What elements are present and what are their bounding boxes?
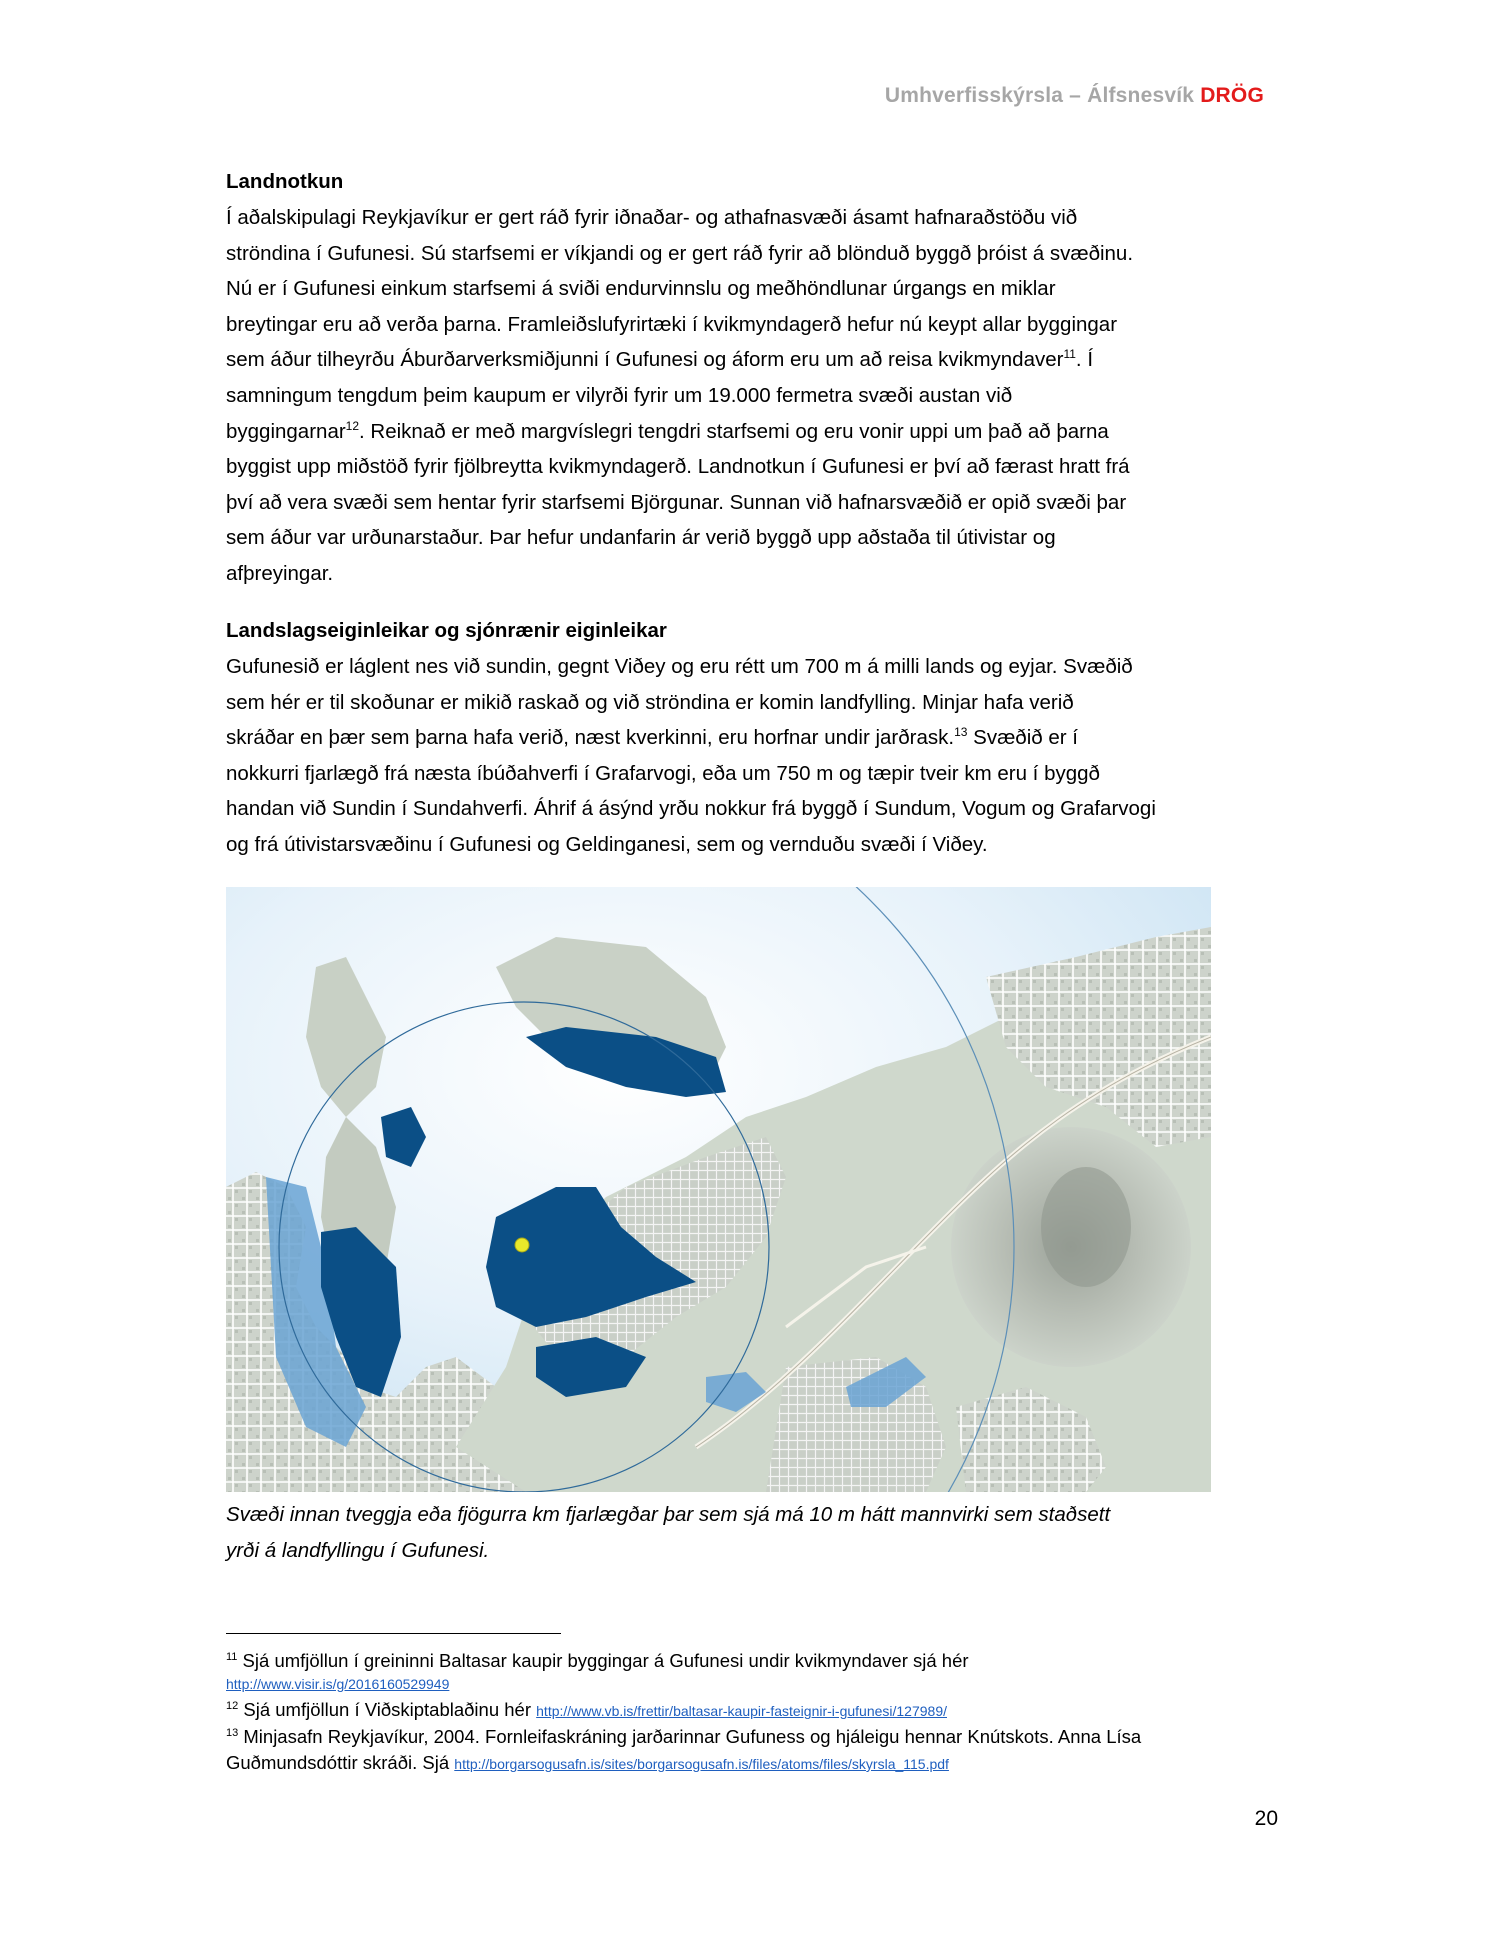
footnotes [226, 1648, 1286, 1777]
footnote-11-link-line [226, 1670, 1286, 1697]
hill-shade-inner [1041, 1167, 1131, 1287]
footnote-text: Guðmundsdóttir skráði. Sjá [226, 1752, 455, 1773]
footnote-13 [226, 1724, 1286, 1750]
text-line: sem áður tilheyrðu Áburðarverksmiðjunni í Gufunesi og áform eru um að reisa kvikmyndaver$^{11}$. Í [226, 347, 1094, 372]
text-line: breytingar eru að verða þarna. Framleiðslufyrirtæki í kvikmyndagerð hefur nú keypt allar byggingar [226, 312, 1118, 336]
text-line: sem hér er til skoðunar er mikið raskað og við ströndina er komin landfylling. Minjar hafa verið [226, 690, 1074, 714]
page-header [885, 84, 1264, 108]
text-line: sem áður var urðunarstaður. Þar hefur undanfarin ár verið byggð upp aðstaða til útivistar og [226, 526, 1056, 550]
text-line: handan við Sundin í Sundahverfi. Áhrif á ásýnd yrðu nokkur frá byggð í Sundum, Vogum og Grafarvogi [226, 797, 1156, 821]
section-landslag [226, 613, 1276, 863]
text-line: Nú er í Gufunesi einkum starfsemi á sviði endurvinnslu og meðhöndlunar úrgangs en miklar [226, 277, 1056, 301]
text-line: og frá útivistarsvæðinu í Gufunesi og Geldinganesi, sem og vernduðu svæði í Viðey. [226, 832, 988, 856]
footnote-number: 11 [226, 1650, 238, 1663]
footnote-number: 13 [226, 1726, 239, 1739]
text-line: samningum tengdum þeim kaupum er vilyrði fyrir um 19.000 fermetra svæði austan við [226, 383, 1013, 407]
footnote-ref[interactable]: 12 [345, 418, 360, 433]
footnote-text: Sjá umfjöllun í greininni Baltasar kaupir byggingar á Gufunesi undir kvikmyndaver sjá hér [237, 1650, 969, 1671]
footnote-text: Minjasafn Reykjavíkur, 2004. Fornleifaskráning jarðarinnar Gufuness og hjáleigu hennar Knútskots. Anna Lísa [238, 1726, 1142, 1747]
footnote-separator [226, 1633, 561, 1634]
draft-label: DRÖG [1200, 84, 1264, 107]
text-line: byggingarnar$^{12}$. Reiknað er með margvíslegri tengdri starfsemi og eru vonir uppi um það að þarna [226, 418, 1109, 443]
section-heading: Landnotkun [226, 170, 344, 193]
footnote-number: 12 [226, 1699, 239, 1712]
section-paragraph [226, 200, 1276, 592]
site-marker [515, 1238, 529, 1252]
viewshed-map [226, 887, 1211, 1492]
footnote-link[interactable]: http://borgarsogusafn.is/sites/borgarsogusafn.is/files/atoms/files/skyrsla_115.pdf [454, 1756, 949, 1772]
section-heading: Landslagseiginleikar og sjónrænir eiginleikar [226, 619, 667, 642]
section-paragraph [226, 649, 1276, 863]
footnote-13-cont [226, 1750, 1286, 1777]
header-title: Umhverfisskýrsla – Álfsnesvík [884, 84, 1195, 107]
text-line: nokkurri fjarlægð frá næsta íbúðahverfi í Grafarvogi, eða um 750 m og tæpir tveir km eru í byggð [226, 761, 1100, 785]
footnote-ref[interactable]: 11 [1063, 347, 1076, 362]
text-line: Gufunesið er láglent nes við sundin, gegnt Viðey og eru rétt um 700 m á milli lands og eyjar. Svæðið [226, 655, 1133, 678]
footnote-ref[interactable]: 13 [954, 725, 968, 740]
text-line: Í aðalskipulagi Reykjavíkur er gert ráð fyrir iðnaðar- og athafnasvæði ásamt hafnaraðstöðu við [226, 206, 1078, 229]
figure-caption [226, 1497, 1276, 1569]
text-line: ströndina í Gufunesi. Sú starfsemi er víkjandi og er gert ráð fyrir að blönduð byggð þróist á svæðinu. [226, 241, 1134, 265]
map-image [226, 887, 1211, 1492]
text-line: afþreyingar. [226, 561, 334, 585]
section-landnotkun [226, 164, 1276, 592]
page-number: 20 [1254, 1807, 1278, 1830]
caption-line: Svæði innan tveggja eða fjögurra km fjarlægðar þar sem sjá má 10 m hátt mannvirki sem staðsett [226, 1503, 1111, 1526]
text-line: byggist upp miðstöð fyrir fjölbreytta kvikmyndagerð. Landnotkun í Gufunesi er því að færast hratt frá [226, 455, 1130, 479]
footnote-link[interactable]: http://www.vb.is/frettir/baltasar-kaupir-fasteignir-i-gufunesi/127989/ [536, 1703, 947, 1719]
caption-line: yrði á landfyllingu í Gufunesi. [226, 1539, 490, 1562]
footnote-text: Sjá umfjöllun í Viðskiptablaðinu hér [238, 1699, 537, 1720]
footnote-12 [226, 1697, 1286, 1724]
text-line: því að vera svæði sem hentar fyrir starfsemi Björgunar. Sunnan við hafnarsvæðið er opið svæði þar [226, 490, 1127, 514]
footnote-link[interactable]: http://www.visir.is/g/2016160529949 [226, 1676, 450, 1692]
text-line: skráðar en þær sem þarna hafa verið, næst kverkinni, eru horfnar undir jarðrask.$^{13}$ Svæðið er í [226, 725, 1078, 750]
